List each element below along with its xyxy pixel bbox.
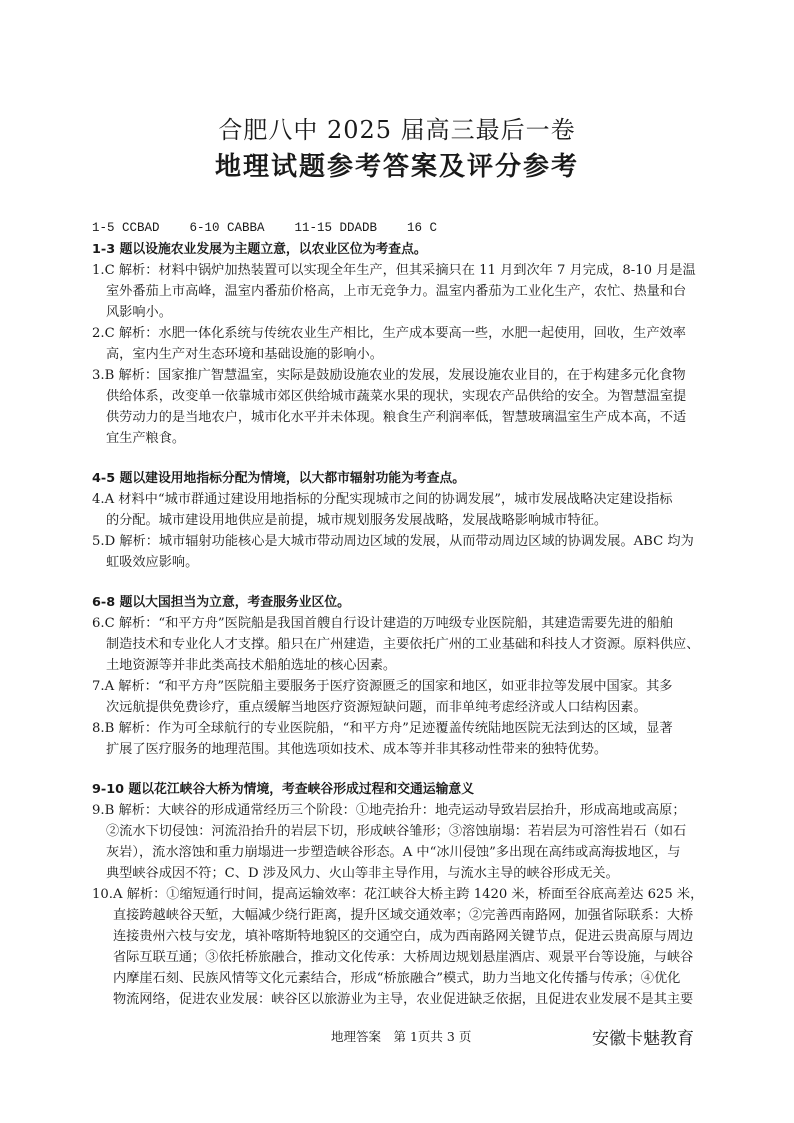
answer-line: 土地资源等并非此类高技术船舶选址的核心因素。 [106, 658, 397, 673]
answer-line: 8.B 解析：作为可全球航行的专业医院船，“和平方舟”足迹覆盖传统陆地医院无法到达的区域，显著 [92, 721, 673, 736]
brand-watermark: 安徽卡魅教育 [592, 1029, 694, 1049]
section-heading: 6-8 题以大国担当为立意，考查服务业区位。 [92, 595, 350, 610]
section-gap [92, 449, 704, 468]
answer-item [92, 676, 704, 718]
answer-line: 4.A 材料中“城市群通过建设用地指标的分配实现城市之间的协调发展”，城市发展战略决定建设指标 [92, 492, 673, 507]
answer-line: 扩展了医疗服务的地理范围。其他选项如技术、成本等并非其移动性带来的独特优势。 [106, 742, 608, 757]
answer-line: 宜生产粮食。 [106, 431, 186, 446]
section-heading: 9-10 题以花江峡谷大桥为情境，考查峡谷形成过程和交通运输意义 [92, 782, 474, 797]
section-heading: 4-5 题以建设用地指标分配为情境，以大都市辐射功能为考查点。 [92, 471, 466, 486]
answer-item [92, 800, 704, 884]
answer-item [92, 531, 704, 573]
section-heading: 1-3 题以设施农业发展为主题立意，以农业区位为考查点。 [92, 242, 427, 257]
answer-line: 制造技术和专业化人才支撑。船只在广州建造，主要依托广州的工业基础和科技人才资源。原料供应、 [106, 637, 700, 652]
answer-line: 灰岩），流水溶蚀和重力崩塌进一步塑造峡谷形态。A 中“冰川侵蚀”多出现在高纬或高海拔地区，与 [106, 845, 681, 860]
answer-line: 供给体系，改变单一依靠城市郊区供给城市蔬菜水果的现状，实现农产品供给的安全。为智慧温室提 [106, 389, 687, 404]
answer-line: 风影响小。 [106, 305, 172, 320]
answer-item [92, 365, 704, 449]
answer-line: 内摩崖石刻、民族风情等文化元素结合，形成“桥旅融合”模式，助力当地文化传播与传承；④优化 [113, 971, 681, 986]
answer-line: 1.C 解析：材料中锅炉加热装置可以实现全年生产，但其采摘只在 11 月到次年 7 月完成，8-10 月是温 [92, 263, 696, 278]
answer-line: ②流水下切侵蚀：河流沿抬升的岩层下切，形成峡谷雏形；③溶蚀崩塌：若岩层为可溶性岩石（如石 [106, 824, 687, 839]
answer-line: 10.A 解析：①缩短通行时间，提高运输效率：花江峡谷大桥主跨 1420 米，桥面至谷底高差达 625 米， [92, 887, 704, 902]
answer-item [92, 718, 704, 760]
answer-line: 室外番茄上市高峰，温室内番茄价格高，上市无竞争力。温室内番茄为工业化生产，农忙、热量和台 [106, 284, 687, 299]
answer-line: 连接贵州六枝与安龙，填补喀斯特地貌区的交通空白，成为西南路网关键节点，促进云贵高原与周边 [113, 929, 694, 944]
answer-line: 次远航提供免费诊疗，重点缓解当地医疗资源短缺问题，而非单纯考虑经济或人口结构因素。 [106, 700, 647, 715]
answer-line: 5.D 解析：城市辐射功能核心是大城市带动周边区域的发展，从而带动周边区域的协调发展。ABC 均为 [92, 534, 694, 549]
answer-line: 高，室内生产对生态环境和基础设施的影响小。 [106, 347, 383, 362]
document-title: 合肥八中 2025 届高三最后一卷 [218, 116, 576, 144]
answer-item [92, 323, 704, 365]
answer-line: 虹吸效应影响。 [106, 555, 199, 570]
answer-line: 6.C 解析：“和平方舟”医院船是我国首艘自行设计建造的万吨级专业医院船，其建造需要先进的船舶 [92, 616, 674, 631]
section-gap [92, 760, 704, 779]
answer-line: 7.A 解析：“和平方舟”医院船主要服务于医疗资源匮乏的国家和地区，如亚非拉等发展中国家。其多 [92, 679, 673, 694]
answer-item [92, 613, 704, 676]
answer-content [92, 218, 704, 1010]
answer-line: 供劳动力的是当地农户，城市化水平并未体现。粮食生产利润率低，智慧玻璃温室生产成本高，不适 [106, 410, 687, 425]
answer-line: 物流网络，促进农业发展：峡谷区以旅游业为主导，农业促进缺乏依据，且促进农业发展不是其主要 [113, 992, 694, 1007]
answer-key: 1-5 CCBAD 6-10 CABBA 11-15 DDADB 16 C [92, 221, 438, 235]
answer-line: 典型峡谷成因不符；C、D 涉及风力、火山等非主导作用，与流水主导的峡谷形成无关。 [106, 866, 619, 881]
answer-line: 9.B 解析：大峡谷的形成通常经历三个阶段：①地壳抬升：地壳运动导致岩层抬升，形成高地或高原； [92, 803, 686, 818]
answer-line: 2.C 解析：水肥一体化系统与传统农业生产相比，生产成本要高一些，水肥一起使用，回收，生产效率 [92, 326, 686, 341]
answer-line: 省际互联互通；③依托桥旅融合，推动文化传承：大桥周边规划悬崖酒店、观景平台等设施，与峡谷 [113, 950, 694, 965]
answer-line: 的分配。城市建设用地供应是前提，城市规划服务发展战略，发展战略影响城市特征。 [106, 513, 608, 528]
answer-line: 3.B 解析：国家推广智慧温室，实际是鼓励设施农业的发展，发展设施农业目的，在于构建多元化食物 [92, 368, 686, 383]
page-footer: 地理答案 第 1页共 3 页 [331, 1029, 472, 1044]
section-gap [92, 573, 704, 592]
answer-line: 直接跨越峡谷天堑，大幅减少绕行距离，提升区域交通效率；②完善西南路网，加强省际联系：大桥 [113, 908, 694, 923]
answer-item [92, 884, 704, 1010]
document-subtitle: 地理试题参考答案及评分参考 [214, 152, 579, 182]
answer-item [92, 489, 704, 531]
answer-item [92, 260, 704, 323]
